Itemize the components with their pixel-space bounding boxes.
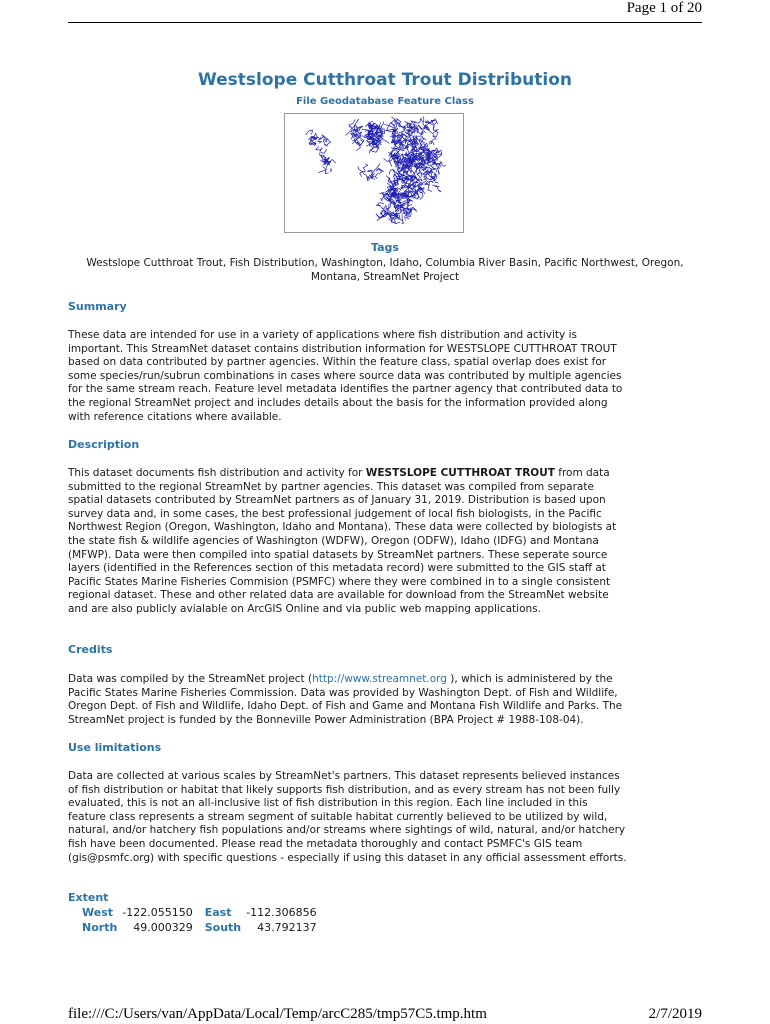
- tags-heading: Tags: [371, 241, 399, 254]
- extent-row: [82, 906, 329, 921]
- stream-segment: [324, 139, 331, 143]
- stream-segment: [306, 130, 313, 135]
- stream-segment: [363, 164, 368, 171]
- stream-segment: [395, 207, 397, 212]
- stream-segment: [389, 169, 395, 174]
- stream-segment: [316, 146, 322, 150]
- description-text-start: This dataset documents fish distribution and activity for: [68, 467, 366, 479]
- stream-segment: [428, 185, 432, 191]
- extent-table: [82, 906, 329, 936]
- stream-segment: [436, 185, 441, 192]
- stream-segment: [420, 118, 423, 122]
- stream-segment: [380, 136, 389, 143]
- stream-segment: [423, 178, 431, 180]
- document-title: Westslope Cutthroat Trout Distribution: [197, 70, 573, 90]
- footer-date: 2/7/2019: [648, 1006, 702, 1022]
- stream-segment: [432, 185, 439, 187]
- stream-segment: [376, 168, 383, 173]
- distribution-map-thumbnail: [284, 113, 464, 233]
- species-name: WESTSLOPE CUTTHROAT TROUT: [365, 467, 555, 479]
- stream-segment: [323, 166, 329, 173]
- summary-text: These data are intended for use in a variety of applications where fish distribution and activity is important. This StreamNet dataset contains distribution information for WESTSLOPE CUTTHROAT TROUT based on data contributed by partner agencies. Within the feature class, spatial overlap does exist for some species/run/subrun combinations in cases where source data was contributed by multiple agencies for the same stream reach. Feature level metadata identifies the partner agency that contributed data to the regional StreamNet project and includes details about the basis for the information provided along with reference citations where available.: [68, 329, 623, 423]
- page-number: Page 1 of 20: [626, 0, 702, 16]
- streamnet-link[interactable]: http://www.streamnet.org: [312, 673, 447, 685]
- east-label: East: [204, 906, 232, 919]
- south-label: South: [204, 921, 242, 934]
- description-text-rest: from data submitted to the regional StreamNet by partner agencies. This dataset was compiled from separate spatial datasets contributed by StreamNet partners as of January 31, 2019. Distribution is based upon survey data and, in some cases, the best professional judgement of local fish biologists, in the Pacific Northwest Region (Oregon, Washington, Idaho and Montana). These data were collected by biologists at the state fish & wildlife agencies of Washington (WDFW), Oregon (ODFW), Idaho (IDFG) and Montana (MFWP). Data were then compiled into spatial datasets by StreamNet partners. These seperate source layers (identified in the References section of this metadata record) were submitted to the GIS staff at Pacific States Marine Fisheries Commision (PSMFC) where they were combined in to a single consistent regional dataset. These and other related data are available for download from the StreamNet website and are also publicly avialable on ArcGIS Online and via public web mapping applications.: [68, 467, 617, 615]
- use-limitations-text: Data are collected at various scales by StreamNet's partners. This dataset represents believed instances of fish distribution or habitat that likely supports fish distribution, and as every stream has not been fully evaluated, this is not an all-inclusive list of fish distribution in this region. Each line included in this feature class represents a stream segment of suitable habitat currently believed to be utilized by wild, natural, and/or hatchery fish populations and/or streams where sightings of wild, natural, and/or hatchery fish have been documented. Please read the metadata thoroughly and contact PSMFC's GIS team (gis@psmfc.org) with specific questions - especially if using this dataset in any official assessment efforts.: [68, 770, 627, 864]
- credits-heading: Credits: [68, 643, 113, 656]
- stream-segment: [406, 185, 408, 189]
- stream-segment: [407, 201, 412, 207]
- north-value: 49.000329: [133, 921, 193, 934]
- use-limitations-heading: Use limitations: [68, 741, 162, 754]
- tags-text: Westslope Cutthroat Trout, Fish Distribution, Washington, Idaho, Columbia River Basin, Pacific Northwest, Oregon, Montana, StreamNet Project: [86, 257, 684, 283]
- stream-network-map: [285, 114, 463, 232]
- document-subtitle: File Geodatabase Feature Class: [296, 96, 474, 107]
- stream-segment: [405, 152, 408, 156]
- stream-segment: [405, 212, 408, 220]
- stream-segment: [389, 178, 394, 182]
- extent-heading: Extent: [68, 891, 109, 904]
- summary-heading: Summary: [68, 300, 127, 313]
- credits-text-start: Data was compiled by the StreamNet project (: [68, 673, 313, 685]
- description-heading: Description: [68, 438, 140, 451]
- stream-segment: [386, 176, 393, 186]
- description-text: [68, 467, 628, 617]
- stream-segment: [388, 206, 393, 213]
- stream-segment: [330, 168, 331, 172]
- stream-segment: [317, 137, 327, 141]
- stream-segment: [345, 131, 351, 136]
- header-rule: [68, 22, 702, 23]
- stream-segment: [421, 181, 426, 183]
- west-label: West: [82, 906, 114, 919]
- extent-row: [82, 921, 329, 936]
- stream-segment: [418, 190, 425, 194]
- west-value: -122.055150: [122, 906, 193, 919]
- stream-segment: [384, 158, 390, 162]
- stream-segment: [402, 215, 403, 221]
- stream-segment: [433, 131, 438, 137]
- east-value: -112.306856: [246, 906, 317, 919]
- stream-segment: [321, 149, 327, 153]
- stream-segment: [381, 122, 383, 131]
- stream-segment: [322, 135, 327, 139]
- stream-segment: [378, 203, 384, 206]
- south-value: 43.792137: [257, 921, 317, 934]
- stream-segment: [437, 167, 439, 173]
- footer-file-path: file:///C:/Users/van/AppData/Local/Temp/arcC285/tmp57C5.tmp.htm: [68, 1006, 487, 1022]
- credits-text: [68, 673, 628, 727]
- north-label: North: [82, 921, 118, 934]
- stream-segment: [383, 205, 387, 209]
- stream-segment: [362, 129, 369, 130]
- stream-segment: [420, 193, 423, 200]
- stream-segment: [324, 142, 331, 145]
- stream-segment: [375, 173, 379, 179]
- credits-text-rest: ), which is administered by the Pacific States Marine Fisheries Commission. Data was provided by Washington Dept. of Fish and Wildlife, Oregon Dept. of Fish and Wildlife, Idaho Dept. of Fish and Game and Montana Fish Wildlife and Parks. The StreamNet project is funded by the Bonneville Power Administration (BPA Project # 1988-108-04).: [68, 673, 623, 726]
